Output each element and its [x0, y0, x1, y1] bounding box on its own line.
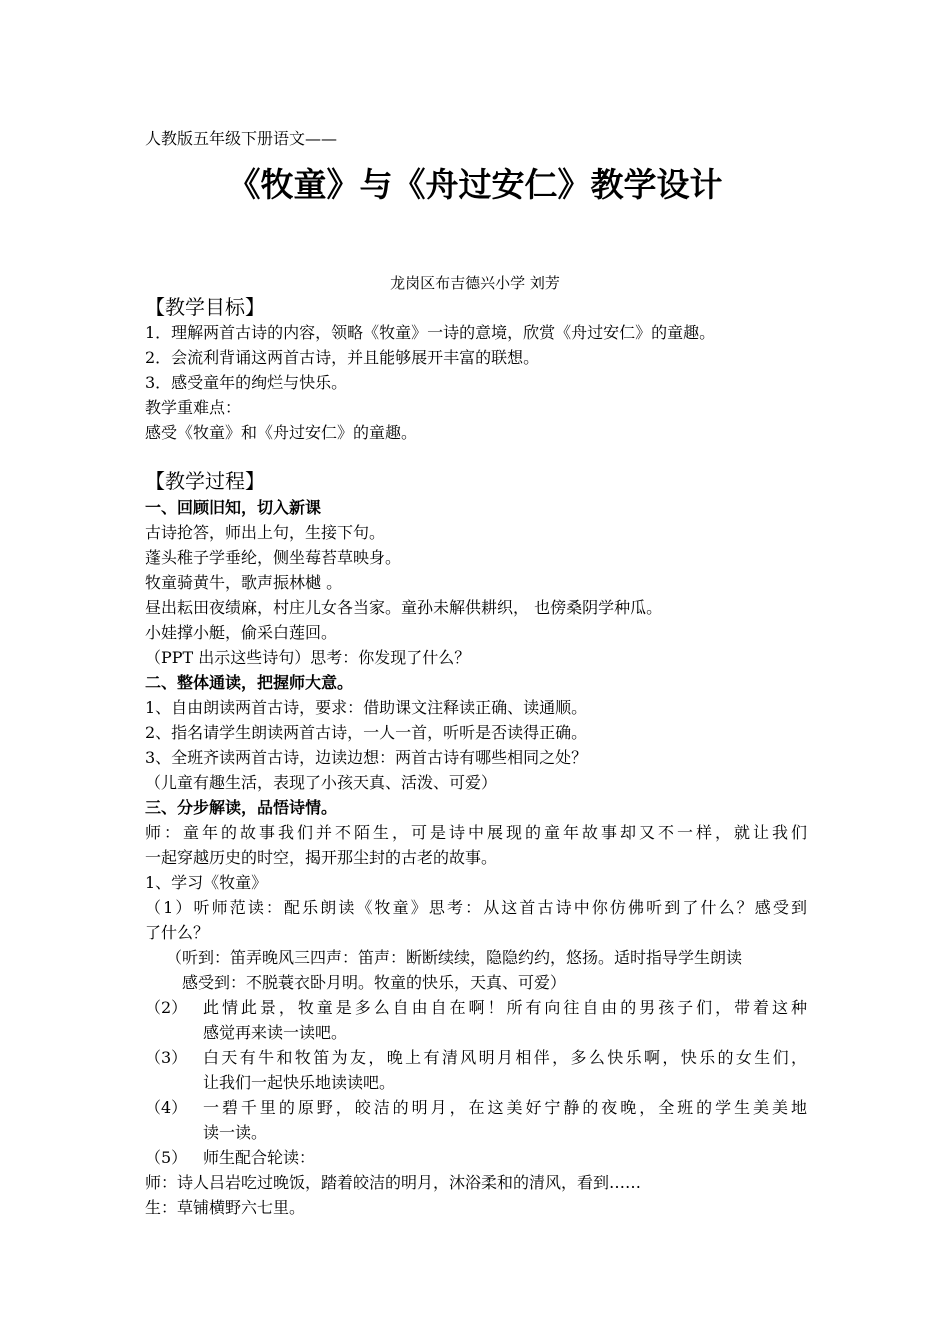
text-line: （PPT 出示这些诗句）思考：你发现了什么？ — [145, 648, 471, 667]
step-text: 此情此景，牧童是多么自由自在啊！所有向往自由的男孩子们，带着这种 — [203, 998, 807, 1017]
step-text: 感觉再来读一读吧。 — [203, 1023, 348, 1042]
section-heading-process: 【教学过程】 — [145, 469, 265, 493]
document-subtitle: 人教版五年级下册语文—— — [145, 129, 338, 148]
poem-line: 牧童骑黄牛，歌声振林樾 。 — [145, 573, 343, 592]
text-line: 了什么？ — [145, 923, 210, 942]
poem-line: 小娃撑小艇，偷采白莲回。 — [145, 623, 338, 642]
part-title: 三、分步解读，品悟诗情。 — [145, 798, 338, 817]
author-line: 龙岗区布吉德兴小学 刘芳 — [390, 274, 560, 292]
step-number: （4） — [145, 1098, 188, 1117]
subsection-title: 1、学习《牧童》 — [145, 873, 268, 892]
step-number: （3） — [145, 1048, 188, 1067]
step-text: 读一读。 — [203, 1123, 268, 1142]
step-text: 让我们一起快乐地读读吧。 — [203, 1073, 396, 1092]
section-heading-goals: 【教学目标】 — [145, 295, 265, 319]
goal-item: 1．理解两首古诗的内容，领略《牧童》一诗的意境，欣赏《舟过安仁》的童趣。 — [145, 323, 716, 342]
difficulty-label: 教学重难点： — [145, 398, 242, 417]
text-line: （1）听师范读：配乐朗读《牧童》思考：从这首古诗中你仿佛听到了什么？感受到 — [145, 898, 807, 917]
step-number: （2） — [145, 998, 188, 1017]
part-title: 一、回顾旧知，切入新课 — [145, 498, 322, 517]
poem-line: 蓬头稚子学垂纶，侧坐莓苔草映身。 — [145, 548, 402, 567]
goal-item: 3．感受童年的绚烂与快乐。 — [145, 373, 348, 392]
part-title: 二、整体通读，把握师大意。 — [145, 673, 354, 692]
step-text: 一碧千里的原野，皎洁的明月，在这美好宁静的夜晚，全班的学生美美地 — [203, 1098, 807, 1117]
text-line: 一起穿越历史的时空，揭开那尘封的古老的故事。 — [145, 848, 498, 867]
goal-item: 2．会流利背诵这两首古诗，并且能够展开丰富的联想。 — [145, 348, 540, 367]
text-line: 古诗抢答，师出上句，生接下句。 — [145, 523, 386, 542]
document-title: 《牧童》与《舟过安仁》教学设计 — [227, 165, 723, 204]
note-line: （听到：笛弄晚风三四声：笛声：断断续续，隐隐约约，悠扬。适时指导学生朗读 — [166, 948, 743, 967]
text-line: （儿童有趣生活，表现了小孩天真、活泼、可爱） — [145, 773, 498, 792]
poem-line: 昼出耘田夜绩麻，村庄儿女各当家。童孙未解供耕织， 也傍桑阴学种瓜。 — [145, 598, 663, 617]
text-line: 3、全班齐读两首古诗，边读边想：两首古诗有哪些相同之处？ — [145, 748, 588, 767]
note-line: 感受到：不脱蓑衣卧月明。牧童的快乐，天真、可爱） — [182, 973, 567, 992]
text-line: 1、自由朗读两首古诗，要求：借助课文注释读正确、读通顺。 — [145, 698, 588, 717]
step-text: 白天有牛和牧笛为友，晚上有清风明月相伴，多么快乐啊，快乐的女生们， — [203, 1048, 807, 1067]
text-line: 2、指名请学生朗读两首古诗，一人一首，听听是否读得正确。 — [145, 723, 588, 742]
dialogue-line: 师：诗人吕岩吃过晚饭，踏着皎洁的明月，沐浴柔和的清风，看到…… — [145, 1173, 642, 1192]
text-line: 师：童年的故事我们并不陌生，可是诗中展现的童年故事却又不一样，就让我们 — [145, 823, 807, 842]
difficulty-text: 感受《牧童》和《舟过安仁》的童趣。 — [145, 423, 418, 442]
step-text: 师生配合轮读： — [203, 1148, 316, 1167]
step-number: （5） — [145, 1148, 188, 1167]
dialogue-line: 生：草铺横野六七里。 — [145, 1198, 306, 1217]
